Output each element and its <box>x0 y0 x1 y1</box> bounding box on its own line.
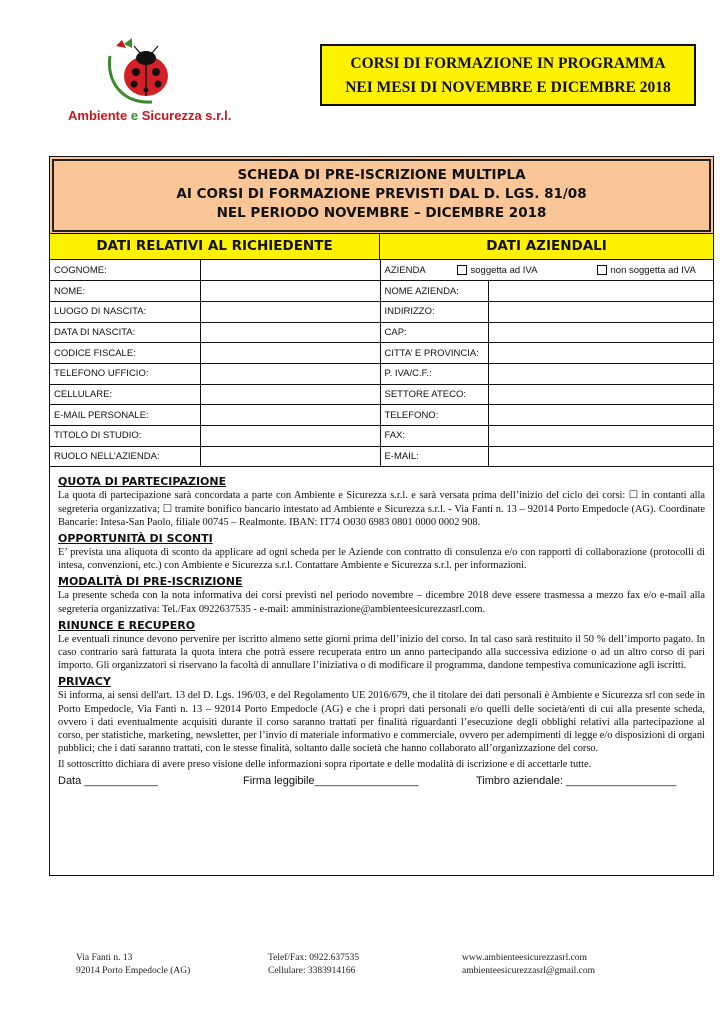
rinunce-text: Le eventuali rinunce devono pervenire per iscritto almeno sette giorni prima dell’inizio del corso. In tal caso sarà restituito il 50 % dell’importo pagato. In caso contrario sarà fatturata la quota intera che potrà essere recuperata entro un anno partecipando alla successiva edizione o ad un altro corso di pari importo. Gli organizzatori si riservano la facoltà di annullare l’iniziativa o di modificare il programma, dandone tempestiva comunicazione agli iscritti. <box>58 633 705 672</box>
settore-ateco-input[interactable] <box>488 384 713 405</box>
telefono-ufficio-input[interactable] <box>200 363 380 384</box>
iva-no-checkbox[interactable] <box>597 265 607 275</box>
title-line-1: CORSI DI FORMAZIONE IN PROGRAMMA <box>350 55 666 72</box>
email-personale-input[interactable] <box>200 405 380 426</box>
cellulare-input[interactable] <box>200 384 380 405</box>
ruolo-input[interactable] <box>200 446 380 467</box>
field-label: LUOGO DI NASCITA: <box>50 301 200 322</box>
form-table <box>50 260 713 467</box>
field-label: E-MAIL: <box>380 446 488 467</box>
table-row <box>50 363 713 384</box>
email-link[interactable]: ambienteesicurezzasrl@gmail.com <box>462 966 595 976</box>
field-label: SETTORE ATECO: <box>380 384 488 405</box>
indirizzo-input[interactable] <box>488 301 713 322</box>
form-section-headings <box>50 234 713 260</box>
table-row <box>50 446 713 467</box>
footer-phone: Telef/Fax: 0922.637535 Cellulare: 3383914166 <box>268 953 360 976</box>
cognome-input[interactable] <box>200 260 380 281</box>
form-title: SCHEDA DI PRE-ISCRIZIONE MULTIPLA AI CORSI DI FORMAZIONE PREVISTI DAL D. LGS. 81/08 NEL PERIODO NOVEMBRE – DICEMBRE 2018 <box>50 157 713 234</box>
sconti-text: E’ prevista una aliquota di sconto da applicare ad ogni scheda per le Aziende con contratto di consulenza e/o con rapporti di collaborazione (protocolli di intesa, convenzioni, etc.) con Ambiente e Sicurezza s.r.l. Contattare Ambiente e Sicurezza s.r.l. per informazioni. <box>58 546 705 572</box>
modalita-title: MODALITÀ DI PRE-ISCRIZIONE <box>58 575 243 589</box>
field-label: P. IVA/C.F.: <box>380 363 488 384</box>
table-row <box>50 301 713 322</box>
privacy-title: PRIVACY <box>58 675 111 689</box>
company-heading: DATI AZIENDALI <box>380 234 713 259</box>
field-label: CELLULARE: <box>50 384 200 405</box>
cap-input[interactable] <box>488 322 713 343</box>
field-label: CAP: <box>380 322 488 343</box>
table-row <box>50 384 713 405</box>
website-link[interactable]: www.ambienteesicurezzasrl.com <box>462 953 587 963</box>
field-label: DATA DI NASCITA: <box>50 322 200 343</box>
iva-yes-checkbox[interactable] <box>457 265 467 275</box>
field-label: TELEFONO: <box>380 405 488 426</box>
fax-input[interactable] <box>488 426 713 447</box>
telefono-input[interactable] <box>488 405 713 426</box>
requester-heading: DATI RELATIVI AL RICHIEDENTE <box>50 234 380 259</box>
quota-text: La quota di partecipazione sarà concordata a parte con Ambiente e Sicurezza s.r.l. e sarà versata prima dell’inizio del ciclo dei corsi: ☐ in contanti alla segreteria organizzativa; ☐ tramite bonifico bancario intestato ad Ambiente e Sicurezza s.r.l. - Via Fanti n. 13 – 92014 Porto Empedocle (AG). Coordinate Bancarie: Intesa-San Paolo, filiale 00745 – Realmonte. IBAN: IT74 O030 6983 0801 0000 0002 908. <box>58 490 705 528</box>
table-row <box>50 426 713 447</box>
stamp-field[interactable]: Timbro aziendale: __________________ <box>476 774 677 787</box>
title-line-2: NEI MESI DI NOVEMBRE E DICEMBRE 2018 <box>345 79 671 96</box>
table-row <box>50 322 713 343</box>
field-label: CODICE FISCALE: <box>50 343 200 364</box>
field-label: TITOLO DI STUDIO: <box>50 426 200 447</box>
company-logo <box>62 36 252 128</box>
piva-input[interactable] <box>488 363 713 384</box>
sconti-title: OPPORTUNITÀ DI SCONTI <box>58 531 213 545</box>
signature-field[interactable]: Firma leggibile_________________ <box>243 774 419 787</box>
rinunce-title: RINUNCE E RECUPERO <box>58 618 196 632</box>
page-title <box>320 44 696 106</box>
titolo-studio-input[interactable] <box>200 426 380 447</box>
signature-row <box>58 775 705 787</box>
field-label: NOME AZIENDA: <box>380 281 488 302</box>
nome-azienda-input[interactable] <box>488 281 713 302</box>
date-field[interactable]: Data ____________ <box>58 774 158 787</box>
privacy-text: Si informa, ai sensi dell'art. 13 del D. Lgs. 196/03, e del Regolamento UE 2016/679, che il titolare dei dati personali è Ambiente e Sicurezza srl con sede in Porto Empedocle, Via Fanti n. 13 – 92014 Porto Empedocle (AG) e che i propri dati personali e/o quelli delle società/enti di cui alla presente scheda, ovvero i dati eventualmente acquisiti durante il corso saranno trattati per finalità riguardanti l’esecuzione degli obblighi relativi alla partecipazione al corso, per statistiche, marketing, newsletter, per l’invio di materiale informativo e commerciale, ovvero per adempimenti di legge e/o disposizioni di organi pubblici; che i dati saranno trattati, con le stesse finalità, soltanto dalle società che hanno collaborato all’organizzazione del corso. <box>58 690 705 755</box>
nome-input[interactable] <box>200 281 380 302</box>
registration-form <box>49 156 714 876</box>
field-label: COGNOME: <box>50 260 200 281</box>
field-label: CITTA’ E PROVINCIA: <box>380 343 488 364</box>
footer-web <box>462 952 595 978</box>
declaration-text: Il sottoscritto dichiara di avere preso visione delle informazioni sopra riportate e delle modalità di iscrizione e di accettarle tutte. <box>58 759 592 771</box>
table-row <box>50 343 713 364</box>
email-input[interactable] <box>488 446 713 467</box>
field-label: FAX: <box>380 426 488 447</box>
quota-title: QUOTA DI PARTECIPAZIONE <box>58 475 227 489</box>
data-nascita-input[interactable] <box>200 322 380 343</box>
citta-provincia-input[interactable] <box>488 343 713 364</box>
modalita-text: La presente scheda con la nota informativa dei corsi previsti nel periodo novembre – dicembre 2018 deve essere trasmessa a mezzo fax e/o e-mail alla segreteria organizzativa: Tel./Fax 0922637535 - e-mail: amministrazione@ambienteesicurezzasrl.com. <box>58 590 705 615</box>
field-label: INDIRIZZO: <box>380 301 488 322</box>
form-terms <box>50 467 713 786</box>
table-row <box>50 260 713 281</box>
table-row <box>50 281 713 302</box>
ladybug-icon <box>104 36 184 112</box>
footer-address: Via Fanti n. 13 92014 Porto Empedocle (AG) <box>76 953 191 976</box>
field-label: NOME: <box>50 281 200 302</box>
field-label: RUOLO NELL’AZIENDA: <box>50 446 200 467</box>
field-label: E-MAIL PERSONALE: <box>50 405 200 426</box>
company-name: Ambiente e Sicurezza s.r.l. <box>68 108 232 123</box>
luogo-nascita-input[interactable] <box>200 301 380 322</box>
table-row <box>50 405 713 426</box>
azienda-field: AZIENDA soggetta ad IVA non soggetta ad IVA <box>380 260 713 281</box>
codice-fiscale-input[interactable] <box>200 343 380 364</box>
field-label: TELEFONO UFFICIO: <box>50 363 200 384</box>
